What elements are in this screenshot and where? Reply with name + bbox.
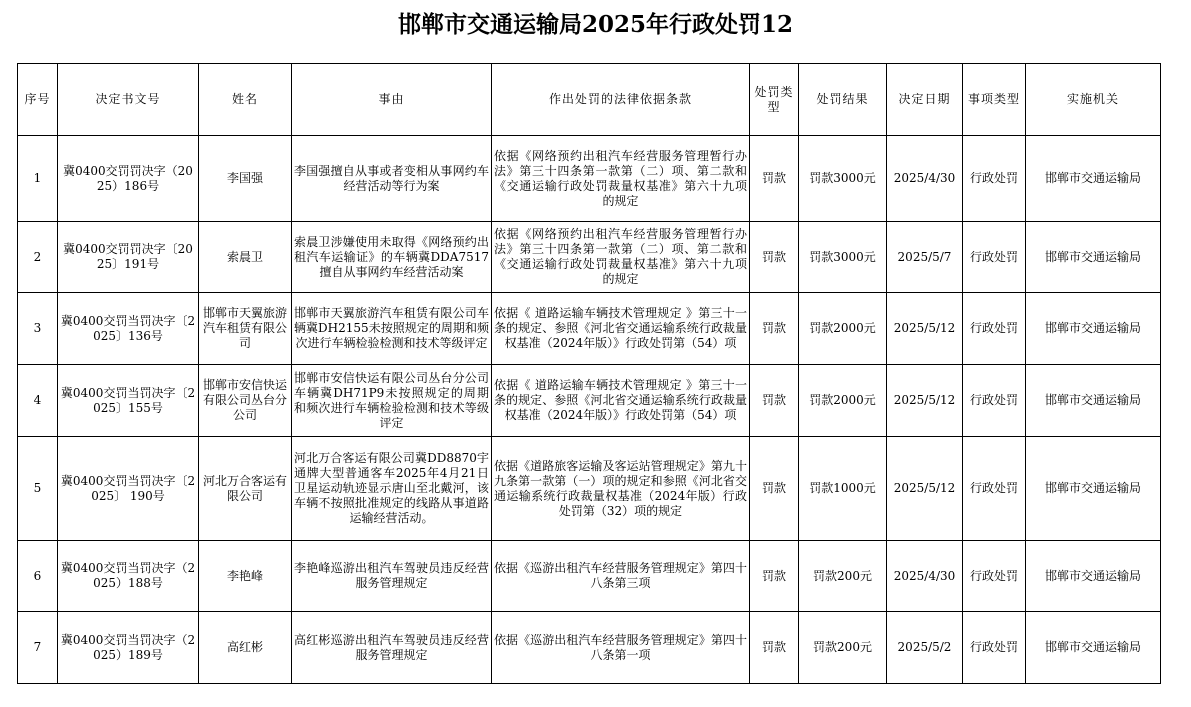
cell-reason: 河北万合客运有限公司冀DD8870宇通牌大型普通客车2025年4月21日卫星运动轨迹显示唐山至北戴河，该车辆不按照批准规定的线路从事道路运输经营活动。 xyxy=(292,437,492,541)
cell-basis: 依据《网络预约出租汽车经营服务管理暂行办法》第三十四条第一款第（二）项、第二款和《交通运输行政处罚裁量权基准》第六十九项 的规定 xyxy=(492,222,750,293)
cell-no: 2 xyxy=(18,222,58,293)
cell-category: 行政处罚 xyxy=(963,365,1026,437)
cell-date: 2025/5/7 xyxy=(887,222,963,293)
table-row xyxy=(18,293,1161,365)
cell-no: 5 xyxy=(18,437,58,541)
cell-no: 6 xyxy=(18,541,58,612)
cell-category: 行政处罚 xyxy=(963,541,1026,612)
cell-reason: 高红彬巡游出租汽车驾驶员违反经营服务管理规定 xyxy=(292,612,492,684)
cell-type: 罚款 xyxy=(750,437,799,541)
cell-agency: 邯郸市交通运输局 xyxy=(1026,437,1161,541)
cell-agency: 邯郸市交通运输局 xyxy=(1026,222,1161,293)
penalty-table xyxy=(17,63,1161,684)
cell-basis: 依据《巡游出租汽车经营服务管理规定》第四十八条第一项 xyxy=(492,612,750,684)
cell-basis: 依据《道路旅客运输及客运站管理规定》第九十九条第一款第（一）项的规定和参照《河北省交通运输系统行政裁量权基准（2024年版）行政处罚第（32）项的规定 xyxy=(492,437,750,541)
header-category: 事项类型 xyxy=(963,64,1026,136)
cell-date: 2025/5/2 xyxy=(887,612,963,684)
cell-date: 2025/5/12 xyxy=(887,293,963,365)
header-doc-no: 决定书文号 xyxy=(58,64,199,136)
cell-name: 邯郸市安信快运有限公司丛台分公司 xyxy=(199,365,292,437)
cell-agency: 邯郸市交通运输局 xyxy=(1026,293,1161,365)
cell-date: 2025/5/12 xyxy=(887,437,963,541)
cell-name: 河北万合客运有限公司 xyxy=(199,437,292,541)
header-no: 序号 xyxy=(18,64,58,136)
page-title: 邯郸市交通运输局2025年行政处罚12 xyxy=(397,11,794,38)
cell-type: 罚款 xyxy=(750,222,799,293)
cell-doc-no: 冀0400交罚当罚决字〔2025〕155号 xyxy=(58,365,199,437)
header-result: 处罚结果 xyxy=(799,64,887,136)
header-basis: 作出处罚的法律依据条款 xyxy=(492,64,750,136)
cell-basis: 依据《 道路运输车辆技术管理规定 》第三十一条的规定、参照《河北省交通运输系统行政裁量权基准（2024年版）》行政处罚第（54）项 xyxy=(492,293,750,365)
header-type: 处罚类型 xyxy=(750,64,799,136)
cell-category: 行政处罚 xyxy=(963,612,1026,684)
table-row xyxy=(18,437,1161,541)
cell-name: 索晨卫 xyxy=(199,222,292,293)
cell-no: 3 xyxy=(18,293,58,365)
cell-basis: 依据《巡游出租汽车经营服务管理规定》第四十八条第三项 xyxy=(492,541,750,612)
cell-result: 罚款200元 xyxy=(799,612,887,684)
cell-name: 李国强 xyxy=(199,136,292,222)
cell-category: 行政处罚 xyxy=(963,437,1026,541)
cell-result: 罚款1000元 xyxy=(799,437,887,541)
table-row xyxy=(18,612,1161,684)
header-name: 姓名 xyxy=(199,64,292,136)
cell-doc-no: 冀0400交罚当罚决字（2025）189号 xyxy=(58,612,199,684)
table-header-row xyxy=(18,64,1161,136)
header-date: 决定日期 xyxy=(887,64,963,136)
cell-result: 罚款3000元 xyxy=(799,136,887,222)
cell-result: 罚款2000元 xyxy=(799,365,887,437)
cell-date: 2025/4/30 xyxy=(887,136,963,222)
cell-category: 行政处罚 xyxy=(963,293,1026,365)
cell-doc-no: 冀0400交罚罚决字〔2025〕191号 xyxy=(58,222,199,293)
cell-reason: 邯郸市安信快运有限公司丛台分公司车辆冀DH71P9未按照规定的周期和频次进行车辆检验检测和技术等级评定 xyxy=(292,365,492,437)
cell-agency: 邯郸市交通运输局 xyxy=(1026,365,1161,437)
cell-agency: 邯郸市交通运输局 xyxy=(1026,541,1161,612)
cell-name: 高红彬 xyxy=(199,612,292,684)
cell-doc-no: 冀0400交罚罚决字（2025）186号 xyxy=(58,136,199,222)
cell-category: 行政处罚 xyxy=(963,136,1026,222)
cell-name: 李艳峰 xyxy=(199,541,292,612)
cell-result: 罚款200元 xyxy=(799,541,887,612)
table-row xyxy=(18,222,1161,293)
cell-doc-no: 冀0400交罚当罚决字〔2025〕 190号 xyxy=(58,437,199,541)
cell-type: 罚款 xyxy=(750,612,799,684)
cell-type: 罚款 xyxy=(750,293,799,365)
cell-type: 罚款 xyxy=(750,541,799,612)
cell-no: 1 xyxy=(18,136,58,222)
cell-category: 行政处罚 xyxy=(963,222,1026,293)
cell-reason: 李艳峰巡游出租汽车驾驶员违反经营服务管理规定 xyxy=(292,541,492,612)
cell-basis: 依据《网络预约出租汽车经营服务管理暂行办法》第三十四条第一款第（二）项、第二款和《交通运输行政处罚裁量权基准》第六十九项 的规定 xyxy=(492,136,750,222)
cell-name: 邯郸市天翼旅游汽车租赁有限公司 xyxy=(199,293,292,365)
cell-reason: 邯郸市天翼旅游汽车租赁有限公司车辆冀DH2155未按照规定的周期和频次进行车辆检验检测和技术等级评定 xyxy=(292,293,492,365)
table-row xyxy=(18,136,1161,222)
cell-doc-no: 冀0400交罚当罚决字〔2025〕136号 xyxy=(58,293,199,365)
cell-agency: 邯郸市交通运输局 xyxy=(1026,136,1161,222)
cell-date: 2025/5/12 xyxy=(887,365,963,437)
header-reason: 事由 xyxy=(292,64,492,136)
cell-reason: 李国强擅自从事或者变相从事网约车经营活动等行为案 xyxy=(292,136,492,222)
cell-basis: 依据《 道路运输车辆技术管理规定 》第三十一条的规定、参照《河北省交通运输系统行政裁量权基准（2024年版）》行政处罚第（54）项 xyxy=(492,365,750,437)
cell-agency: 邯郸市交通运输局 xyxy=(1026,612,1161,684)
cell-doc-no: 冀0400交罚当罚决字（2025）188号 xyxy=(58,541,199,612)
cell-result: 罚款2000元 xyxy=(799,293,887,365)
cell-no: 7 xyxy=(18,612,58,684)
table-row xyxy=(18,541,1161,612)
cell-type: 罚款 xyxy=(750,136,799,222)
cell-reason: 索晨卫涉嫌使用未取得《网络预约出租汽车运输证》的车辆冀DDA7517擅自从事网约车经营活动案 xyxy=(292,222,492,293)
cell-type: 罚款 xyxy=(750,365,799,437)
cell-date: 2025/4/30 xyxy=(887,541,963,612)
table-row xyxy=(18,365,1161,437)
header-agency: 实施机关 xyxy=(1026,64,1161,136)
cell-no: 4 xyxy=(18,365,58,437)
cell-result: 罚款3000元 xyxy=(799,222,887,293)
